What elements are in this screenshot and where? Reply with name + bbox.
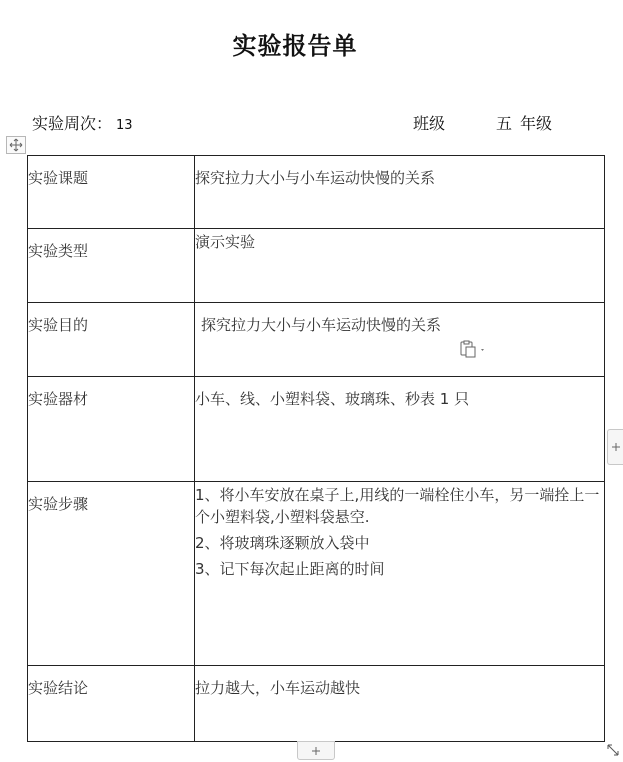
class-label: 班级: [413, 114, 446, 133]
table-row: [28, 303, 605, 377]
add-column-button[interactable]: [607, 429, 623, 465]
page-title: 实验报告单: [232, 31, 358, 60]
row-value: 小车、线、小塑料袋、玻璃珠、秒表 1 只: [195, 390, 470, 408]
row-label: 实验课题: [28, 169, 89, 187]
table-row: [28, 156, 605, 229]
step-item: 1、将小车安放在桌子上,用线的一端栓住小车，另一端拴上一个小塑料袋,小塑料袋悬空.: [195, 486, 600, 526]
row-value: 探究拉力大小与小车运动快慢的关系: [201, 316, 442, 334]
week-field: [32, 111, 133, 134]
row-label: 实验器材: [28, 390, 89, 408]
row-label: 实验结论: [28, 679, 89, 697]
row-value: 拉力越大，小车运动越快: [195, 679, 361, 697]
row-value-cell[interactable]: [195, 377, 605, 482]
week-label: 实验周次：: [32, 114, 113, 133]
row-label-cell[interactable]: [28, 377, 195, 482]
move-icon: [9, 138, 23, 152]
report-table: [27, 155, 605, 742]
row-value: 探究拉力大小与小车运动快慢的关系: [195, 169, 436, 187]
clipboard-icon: [460, 340, 486, 358]
row-value-cell[interactable]: [195, 482, 605, 666]
steps-list: [195, 482, 604, 580]
grade-label: 年级: [520, 114, 553, 133]
row-label: 实验步骤: [28, 495, 89, 513]
step-item: 3、记下每次起止距离的时间: [195, 560, 385, 578]
table-move-handle[interactable]: [6, 136, 26, 154]
row-label-cell[interactable]: [28, 482, 195, 666]
grade-number: 五: [496, 114, 513, 133]
row-label-cell[interactable]: [28, 666, 195, 742]
grade-field: [496, 111, 552, 134]
step-item: 2、将玻璃珠逐颗放入袋中: [195, 534, 370, 552]
paste-options-button[interactable]: [460, 340, 486, 358]
table-row: [28, 666, 605, 742]
row-label-cell[interactable]: [28, 156, 195, 229]
resize-icon: [606, 743, 620, 757]
row-value: 演示实验: [195, 233, 256, 251]
table-row: [28, 482, 605, 666]
table-row: [28, 229, 605, 303]
row-label-cell[interactable]: [28, 303, 195, 377]
table-resize-handle[interactable]: [605, 742, 621, 758]
row-value-cell[interactable]: [195, 229, 605, 303]
row-value-cell[interactable]: [195, 156, 605, 229]
row-value-cell[interactable]: [195, 303, 605, 377]
week-value: 13: [116, 118, 133, 133]
row-label-cell[interactable]: [28, 229, 195, 303]
row-value-cell[interactable]: [195, 666, 605, 742]
table-row: [28, 377, 605, 482]
plus-icon: [311, 746, 321, 756]
plus-icon: [611, 442, 621, 452]
row-label: 实验目的: [28, 316, 89, 334]
add-row-button[interactable]: [297, 741, 335, 760]
row-label: 实验类型: [28, 242, 89, 260]
